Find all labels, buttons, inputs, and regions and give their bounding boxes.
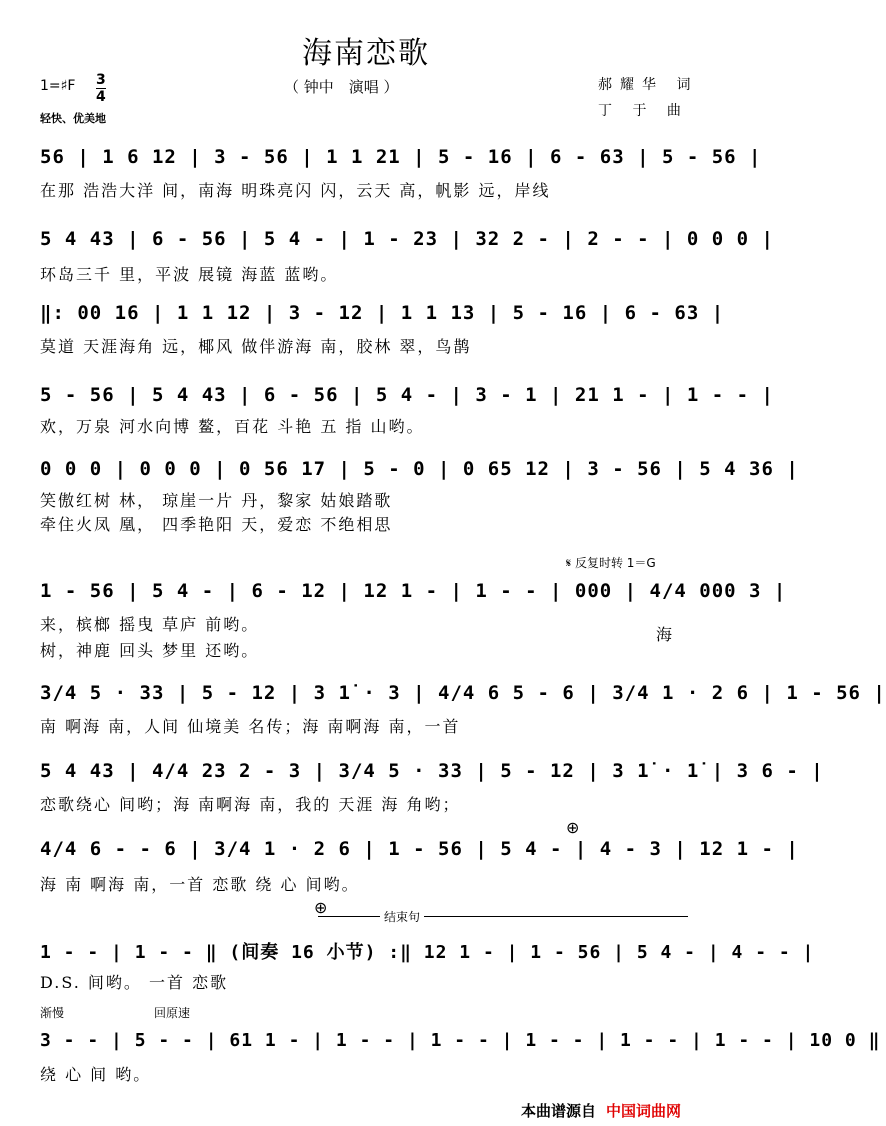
side-lyric-char: 海: [656, 625, 673, 644]
lyric-line-4: 欢，万泉 河水向博 鳌，百花 斗艳 五 指 山哟。: [40, 417, 425, 436]
notation-line-3: ‖: 00 16 | 1 1 12 | 3 - 12 | 1 1 13 | 5 - 16 | 6 - 63 |: [40, 302, 725, 324]
repeat-key-change-note: 𝄋 反复时转 1＝G: [566, 556, 656, 570]
notation-line-11: 3 - - | 5 - - | 61 1 - | 1 - - | 1 - - | 1 - - | 1 - - | 1 - - | 10 0 ‖: [40, 1030, 881, 1051]
key-signature: 1=♯F: [40, 78, 76, 94]
notation-line-7: 3/4 5 · 33 | 5 - 12 | 3 1̇ · 3 | 4/4 6 5 - 6 | 3/4 1 · 2 6 | 1 - 56 |: [40, 682, 886, 704]
footer-site-link[interactable]: 中国词曲网: [606, 1102, 682, 1120]
coda-sign-2: ⊕: [314, 898, 328, 917]
lyric-line-7: 南 啊海 南，人间 仙境美 名传；海 南啊海 南，一首: [40, 717, 461, 736]
lyric-line-6a: 来，槟榔 摇曳 草庐 前哟。: [40, 615, 260, 634]
lyric-line-10: D.S. 间哟。 一首 恋歌: [40, 973, 229, 992]
lyric-line-6b: 树，神鹿 回头 梦里 还哟。: [40, 641, 260, 660]
meter-top: 3: [96, 72, 106, 88]
lyric-line-1: 在那 浩浩大洋 间，南海 明珠亮闪 闪，云天 高，帆影 远，岸线: [40, 181, 551, 200]
notation-line-2: 5 4 43 | 6 - 56 | 5 4 - | 1 - 23 | 32 2 - | 2 - - | 0 0 0 |: [40, 228, 774, 250]
source-footer: [521, 1100, 681, 1121]
lyric-line-5b: 牵住火凤 凰， 四季艳阳 天，爱恋 不绝相思: [40, 515, 393, 534]
song-title: 海南恋歌: [302, 36, 430, 71]
notation-line-10: 1 - - | 1 - - ‖ (间奏 16 小节) :‖ 12 1 - | 1 - 56 | 5 4 - | 4 - - |: [40, 942, 815, 963]
notation-line-9: 4/4 6 - - 6 | 3/4 1 · 2 6 | 1 - 56 | 5 4 - | 4 - 3 | 12 1 - |: [40, 838, 799, 860]
notation-line-4: 5 - 56 | 5 4 43 | 6 - 56 | 5 4 - | 3 - 1 | 21 1 - | 1 - - |: [40, 384, 774, 406]
tempo-marking: 轻快、优美地: [40, 112, 106, 125]
ending-bracket-line: [318, 916, 688, 917]
notation-line-1: 56 | 1 6 12 | 3 - 56 | 1 1 21 | 5 - 16 | 6 - 63 | 5 - 56 |: [40, 146, 762, 168]
time-signature: [96, 72, 106, 105]
notation-line-5: 0 0 0 | 0 0 0 | 0 56 17 | 5 - 0 | 0 65 12 | 3 - 56 | 5 4 36 |: [40, 458, 799, 480]
footer-text: 本曲谱源自: [521, 1102, 597, 1120]
lyric-line-9: 海 南 啊海 南，一首 恋歌 绕 心 间哟。: [40, 875, 360, 894]
lyric-line-11: 绕 心 间 哟。: [40, 1065, 152, 1084]
coda-sign-1: ⊕: [566, 818, 580, 837]
lyricist-credit: 郝耀华 词: [598, 77, 699, 93]
meter-bottom: 4: [96, 89, 106, 105]
singer-credit: （ 钟中 演唱 ）: [284, 78, 399, 96]
tempo-slow-label: 渐慢: [40, 1006, 65, 1020]
notation-line-8: 5 4 43 | 4/4 23 2 - 3 | 3/4 5 · 33 | 5 - 12 | 3 1̇ · 1̇ | 3 6 - |: [40, 760, 824, 782]
lyric-line-5a: 笑傲红树 林， 琼崖一片 丹，黎家 姑娘踏歌: [40, 491, 393, 510]
lyric-line-8: 恋歌绕心 间哟；海 南啊海 南，我的 天涯 海 角哟；: [40, 795, 461, 814]
lyric-line-3: 莫道 天涯海角 远，椰风 做伴游海 南，胶林 翠，鸟鹊: [40, 337, 472, 356]
ending-label: 结束句: [380, 908, 424, 925]
composer-credit: 丁 于 曲: [598, 103, 689, 119]
notation-line-6: 1 - 56 | 5 4 - | 6 - 12 | 12 1 - | 1 - - | 000 | 4/4 000 3 |: [40, 580, 787, 602]
tempo-restore-label: 回原速: [154, 1006, 191, 1020]
lyric-line-2: 环岛三千 里，平波 展镜 海蓝 蓝哟。: [40, 265, 339, 284]
